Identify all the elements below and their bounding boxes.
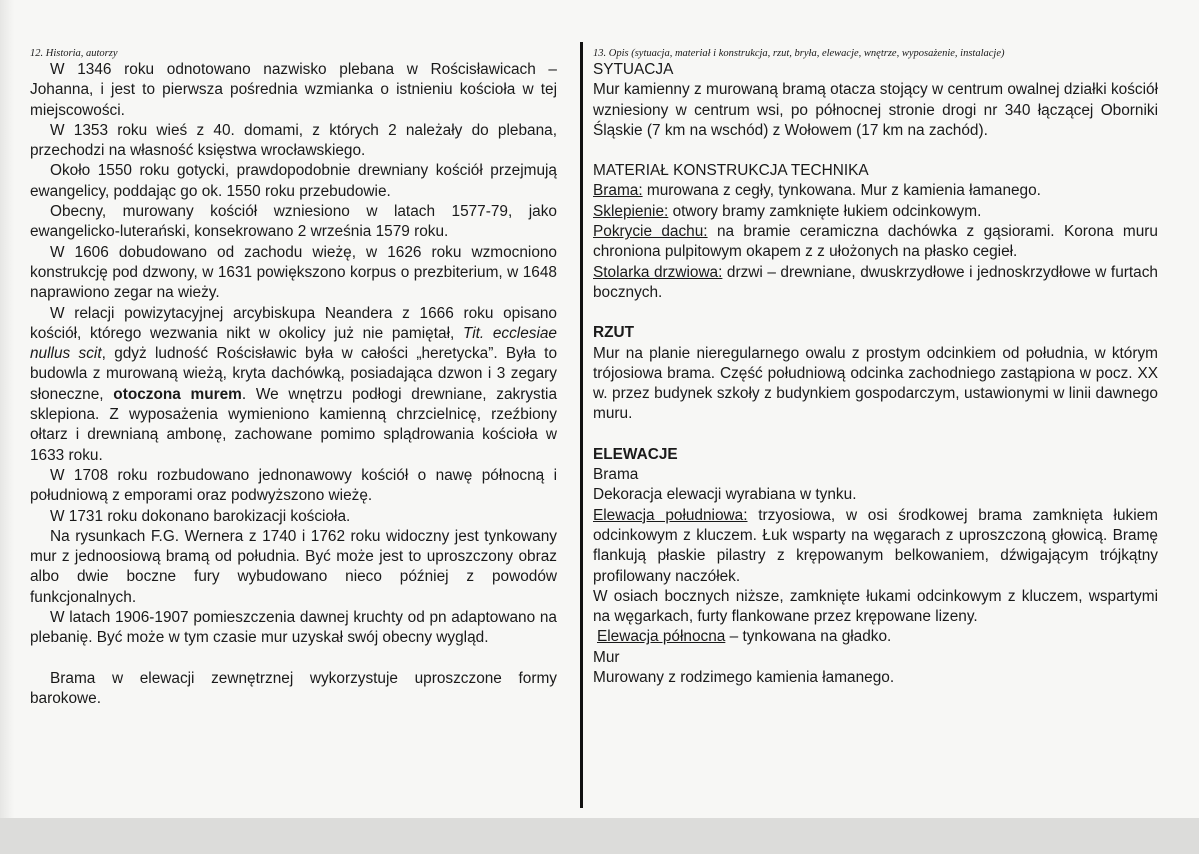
elewacja-polnocna-label: Elewacja północna <box>597 628 726 646</box>
description-caption: 13. Opis (sytuacja, materiał i konstrukcja, rzut, bryła, elewacje, wnętrze, wyposażenie, instalacje) <box>593 48 1005 59</box>
sytuacja-text: Mur kamienny z murowaną bramą otacza stojący w centrum owalnej działki kościół wzniesiony w centrum wsi, po północnej stronie drogi nr 340 łączącej Oborniki Śląskie (7 km na wschód) z Wołowem (17 km na zachód). <box>593 81 1158 139</box>
elewacja-polnocna-line <box>593 627 1158 647</box>
subheading-brama: Brama <box>593 466 639 484</box>
pokrycie-label: Pokrycie dachu: <box>593 223 708 241</box>
mur-text: Murowany z rodzimego kamienia łamanego. <box>593 669 895 687</box>
history-paragraph-9: Na rysunkach F.G. Wernera z 1740 i 1762 roku widoczny jest tynkowany mur z jednoosiową bramą od południa. Być może jest to uproszczony obraz albo dwie boczne fury wybudowano nieco później z powodów funkcjonalnych. <box>30 527 557 606</box>
stolarka-label: Stolarka drzwiowa: <box>593 263 723 281</box>
history-paragraph-11: Brama w elewacji zewnętrznej wykorzystuje uproszczone formy barokowe. <box>30 669 557 707</box>
brama-text: murowana z cegły, tynkowana. Mur z kamienia łamanego. <box>642 182 1041 200</box>
text-run: , gdyż ludność Rościsławic była w całości „heretycka”. Była to budowla z murowaną wieżą, kryta dachówką, posiadająca dzwon i 3 zegary słoneczne, <box>30 345 558 403</box>
elewacja-poludniowa-line <box>593 506 1158 587</box>
history-paragraph-10: W latach 1906-1907 pomieszczenia dawnej kruchty od pn adaptowano na plebanię. Być może w tym czasie mur uzyskał swój obecny wygląd. <box>30 609 557 647</box>
scan-bottom-margin <box>0 818 1199 854</box>
elewacja-poludniowa-label: Elewacja południowa: <box>593 506 748 524</box>
description-column <box>593 48 1158 688</box>
pokrycie-line <box>593 222 1158 263</box>
history-paragraph-4: Obecny, murowany kościół wzniesiono w latach 1577-79, jako ewangelicko-luterański, konsekrowano 2 września 1579 roku. <box>30 203 557 241</box>
heading-sytuacja: SYTUACJA <box>593 61 674 78</box>
spacer <box>593 141 1158 161</box>
heading-elewacje: ELEWACJE <box>593 445 678 463</box>
elewacja-polnocna-text: – tynkowana na gładko. <box>725 628 892 646</box>
spacer <box>30 649 557 669</box>
emphasis-text: otoczona murem <box>113 385 242 403</box>
history-caption: 12. Historia, autorzy <box>30 48 118 59</box>
brama-line <box>593 181 1158 201</box>
text-run: W relacji powizytacyjnej arcybiskupa Neandera z 1666 roku opisano kościół, którego wezwania nikt w okolicy już nie pamiętał, <box>30 304 557 342</box>
pokrycie-text: na bramie ceramiczna dachówka z gąsiorami. Korona muru chroniona pulpitowym okapem z z ułożonych na płasko cegieł. <box>593 223 1158 261</box>
spacer <box>593 303 1158 323</box>
text-run: . We wnętrzu podłogi drewniane, zakrystia sklepiona. Z wyposażenia wymieniono kamienną chrzcielnicę, rzeźbiony ołtarz i drewnianą ambonę, zachowane pomimo splądrowania kościoła w 1633 roku. <box>30 385 558 464</box>
history-paragraph-1: W 1346 roku odnotowano nazwisko plebana w Rościsławicach – Johanna, i jest to pierwsza pośrednia wzmianka o istnieniu kościoła w tej miejscowości. <box>30 61 557 119</box>
elewacja-poludniowa-text: trzyosiowa, w osi środkowej brama zamknięta łukiem odcinkowym z kluczem. Łuk wsparty na węgarach z uproszczoną głowicą. Bramę flankują płaskie pilastry z krępowanym belkowaniem, dźwigającym trójkątny profilowany naczółek. <box>593 506 1158 585</box>
elewacje-boczne-text: W osiach bocznych niższe, zamknięte łukami odcinkowym z kluczem, wspartymi na węgarkach, furty flankowane przez krępowane lizeny. <box>593 587 1158 626</box>
history-paragraph-8: W 1731 roku dokonano barokizacji kościoła. <box>50 507 351 525</box>
subheading-mur: Mur <box>593 648 620 666</box>
stolarka-text: drzwi – drewniane, dwuskrzydłowe i jednoskrzydłowe w furtach bocznych. <box>593 263 1158 301</box>
heading-rzut: RZUT <box>593 324 635 342</box>
history-paragraph-5: W 1606 dobudowano od zachodu wieżę, w 1626 roku wzmocniono konstrukcję pod dzwony, w 1631 powiększono korpus o prezbiterium, w 1648 naprawiono zegar na wieży. <box>30 243 557 302</box>
history-column <box>30 48 557 709</box>
history-paragraph-7: W 1708 roku rozbudowano jednonawowy kościół o nawę północną i południową z emporami oraz podwyższono wieżę. <box>30 466 557 505</box>
history-paragraph-6 <box>30 304 557 466</box>
stolarka-line <box>593 263 1158 304</box>
sklepienie-text: otwory bramy zamknięte łukiem odcinkowym. <box>668 202 982 220</box>
history-paragraph-3: Około 1550 roku gotycki, prawdopodobnie drewniany kościół przejmują ewangelicy, poddając go ok. 1550 roku przebudowie. <box>30 162 557 200</box>
brama-label: Brama: <box>593 182 643 200</box>
column-divider <box>580 42 583 808</box>
rzut-text: Mur na planie nieregularnego owalu z prostym odcinkiem od południa, w którym trójosiowa brama. Część południową odcinka zachodniego zastąpiona w pocz. XX w. przez budynek szkoły z budynkiem gospodarczym, ustawionymi w linii dawnego muru. <box>593 344 1158 423</box>
dekoracja-text: Dekoracja elewacji wyrabiana w tynku. <box>593 486 857 504</box>
scan-edge <box>0 0 14 818</box>
spacer <box>593 425 1158 445</box>
history-paragraph-2: W 1353 roku wieś z 40. domami, z których 2 należały do plebana, przechodzi na własność księstwa wrocławskiego. <box>30 121 557 160</box>
heading-material: MATERIAŁ KONSTRUKCJA TECHNIKA <box>593 162 869 180</box>
sklepienie-label: Sklepienie: <box>593 202 669 220</box>
sklepienie-line <box>593 202 1158 222</box>
latin-quote: Tit. ecclesiae nullus scit <box>30 324 557 363</box>
